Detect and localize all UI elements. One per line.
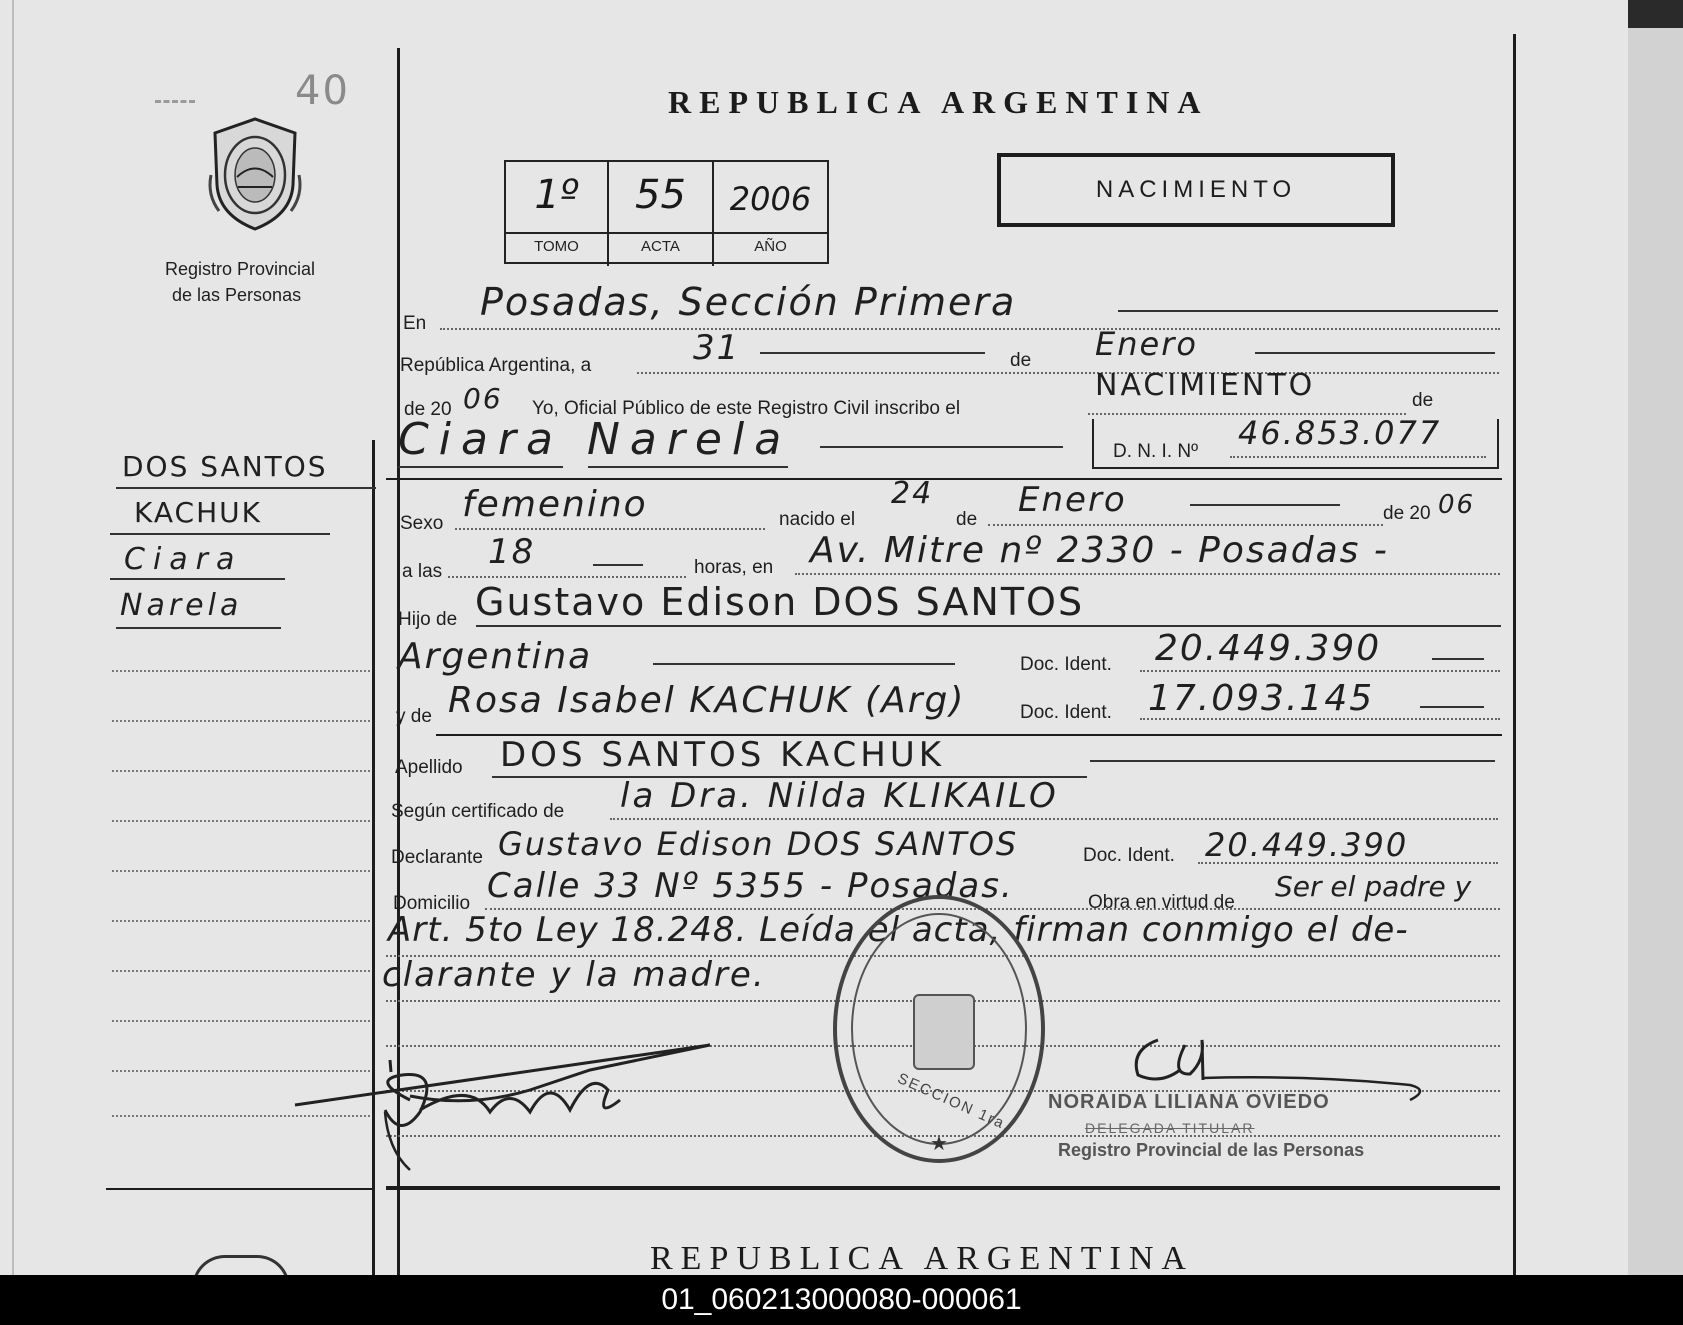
sexo-value: femenino xyxy=(462,484,648,525)
sexo-label: Sexo xyxy=(400,513,444,534)
mother-name: Rosa Isabel KACHUK (Arg) xyxy=(448,680,966,721)
registry-name-line1: Registro Provincial xyxy=(165,259,316,279)
ano-value: 2006 xyxy=(729,180,812,218)
acta-value: 55 xyxy=(635,172,686,218)
declarante-doc-label: Doc. Ident. xyxy=(1083,845,1175,866)
domicilio-value: Calle 33 Nº 5355 - Posadas. xyxy=(487,866,1014,906)
birth-year: 06 xyxy=(1438,490,1476,520)
de-label-1: de xyxy=(1010,350,1032,371)
next-seal-icon xyxy=(192,1255,290,1275)
margin-given-1: Ciara xyxy=(124,542,243,577)
acta-label: ACTA xyxy=(641,238,680,255)
margin-surname-1: DOS SANTOS xyxy=(122,450,328,483)
page-number: 40 xyxy=(295,68,350,114)
underline xyxy=(116,627,281,629)
segun-value: la Dra. Nilda KLIKAILO xyxy=(620,776,1059,816)
text-line-2: Art. 5to Ley 18.248. Leída el acta, firman conmigo el de- xyxy=(388,910,1409,950)
tomo-value: 1º xyxy=(534,172,579,218)
inscribo-value: NACIMIENTO xyxy=(1095,368,1316,403)
official-stamp xyxy=(833,895,1045,1163)
month-value: Enero xyxy=(1095,325,1198,363)
year-prefix: de 20 xyxy=(404,399,452,420)
scan-id: 01_060213000080-000061 xyxy=(661,1283,1022,1316)
stamp-emblem-icon xyxy=(913,994,975,1070)
birth-year-prefix: de 20 xyxy=(1383,503,1431,524)
register-table xyxy=(504,160,829,264)
dni-value: 46.853.077 xyxy=(1238,414,1442,452)
apellido-value: DOS SANTOS KACHUK xyxy=(500,735,946,775)
provincial-seal-icon xyxy=(205,115,305,233)
horas-label: horas, en xyxy=(694,557,774,578)
right-column-rule xyxy=(1513,34,1516,1275)
registry-name-line2: de las Personas xyxy=(172,285,302,305)
mother-doc: 17.093.145 xyxy=(1148,678,1375,719)
ano-label: AÑO xyxy=(754,238,787,255)
de-label-2: de xyxy=(1412,390,1434,411)
y-de-label: y de xyxy=(396,706,432,727)
underline xyxy=(110,533,330,535)
official-title: DELEGADA TITULAR xyxy=(1085,1120,1255,1136)
declarante-label: Declarante xyxy=(391,847,483,868)
binding-edge xyxy=(12,0,14,1275)
scan-id-bar xyxy=(0,1275,1683,1325)
next-country-title: REPUBLICA ARGENTINA xyxy=(650,1240,1194,1275)
hour-value: 18 xyxy=(488,532,536,572)
text-line-3: clarante y la madre. xyxy=(382,955,766,995)
father-doc-label: Doc. Ident. xyxy=(1020,654,1112,675)
dni-label: D. N. I. Nº xyxy=(1113,441,1199,462)
birth-month: Enero xyxy=(1018,480,1127,520)
day-value: 31 xyxy=(693,328,741,368)
mother-doc-label: Doc. Ident. xyxy=(1020,702,1112,723)
father-doc: 20.449.390 xyxy=(1155,628,1382,669)
en-value: Posadas, Sección Primera xyxy=(480,280,1017,324)
segun-label: Según certificado de xyxy=(391,801,565,822)
margin-surname-2: KACHUK xyxy=(134,496,262,529)
stamp-text: SECCION 1ra. xyxy=(894,1069,1014,1136)
father-nationality: Argentina xyxy=(398,636,593,677)
birth-place: Av. Mitre nº 2330 - Posadas - xyxy=(810,530,1389,571)
a-las-label: a las xyxy=(402,561,443,582)
pencil-mark xyxy=(155,100,195,103)
underline xyxy=(110,578,285,580)
official-org: Registro Provincial de las Personas xyxy=(1058,1140,1365,1160)
underline xyxy=(116,487,376,489)
obra-value: Ser el padre y xyxy=(1275,870,1472,903)
apellido-label: Apellido xyxy=(395,757,463,778)
obra-label: Obra en virtud de xyxy=(1088,892,1235,913)
declarant-signature xyxy=(290,1030,720,1175)
country-title: REPUBLICA ARGENTINA xyxy=(668,84,1209,120)
registered-name: Ciara Narela xyxy=(398,414,792,465)
margin-given-2: Narela xyxy=(120,588,243,623)
section-bottom-rule xyxy=(386,1186,1500,1190)
en-label: En xyxy=(403,313,427,334)
birth-day: 24 xyxy=(891,476,934,511)
adjacent-page xyxy=(1628,28,1683,1275)
de-label-3: de xyxy=(956,509,978,530)
father-name: Gustavo Edison DOS SANTOS xyxy=(475,580,1085,624)
left-bottom-rule xyxy=(106,1188,372,1190)
republica-label: República Argentina, a xyxy=(400,355,592,376)
declarante-doc: 20.449.390 xyxy=(1205,826,1409,864)
official-name: NORAIDA LILIANA OVIEDO xyxy=(1048,1091,1330,1113)
act-type-label: NACIMIENTO xyxy=(1095,176,1297,203)
star-icon: ★ xyxy=(930,1133,948,1155)
hijo-label: Hijo de xyxy=(398,609,458,630)
domicilio-label: Domicilio xyxy=(393,893,471,914)
year-value: 06 xyxy=(463,382,503,415)
nacido-label: nacido el xyxy=(779,509,856,530)
yo-text: Yo, Oficial Público de este Registro Civil inscribo el xyxy=(532,398,961,419)
tomo-label: TOMO xyxy=(534,238,579,255)
declarante-value: Gustavo Edison DOS SANTOS xyxy=(498,825,1019,863)
act-type-box xyxy=(997,153,1395,227)
